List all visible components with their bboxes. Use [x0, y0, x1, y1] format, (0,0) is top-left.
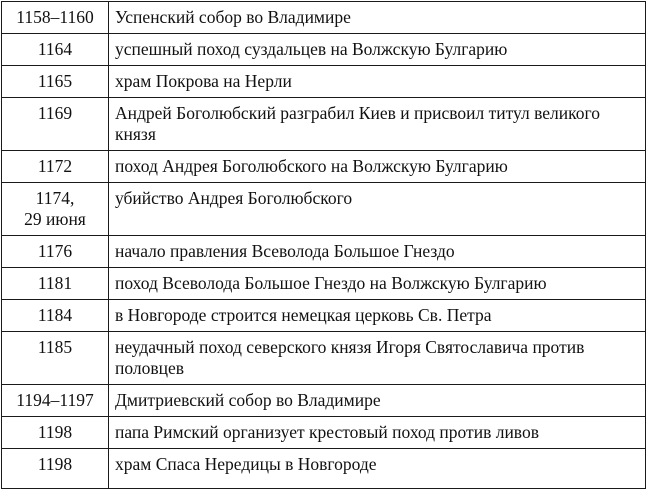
date-cell	[2, 332, 109, 385]
table-row	[2, 449, 646, 489]
event-cell: неудачный поход северского князя Игоря Святославича против половцев	[109, 332, 646, 385]
date-cell	[2, 268, 109, 300]
event-cell: в Новгороде строится немецкая церковь Св. Петра	[109, 300, 646, 332]
date-text: 1169	[37, 103, 73, 123]
date-text: 1174,	[35, 188, 75, 208]
date-text: 1165	[37, 71, 73, 91]
event-cell: Дмитриевский собор во Владимире	[109, 385, 646, 417]
event-cell: начало правления Всеволода Большое Гнездо	[109, 236, 646, 268]
date-text: 1194–1197	[16, 390, 94, 410]
date-cell	[2, 183, 109, 236]
table-row	[2, 66, 646, 98]
date-cell	[2, 66, 109, 98]
event-cell: убийство Андрея Боголюбского	[109, 183, 646, 236]
date-cell	[2, 98, 109, 151]
event-cell: поход Всеволода Большое Гнездо на Волжскую Булгарию	[109, 268, 646, 300]
event-cell: успешный поход суздальцев на Волжскую Булгарию	[109, 34, 646, 66]
table-row	[2, 385, 646, 417]
date-cell	[2, 2, 109, 34]
table-row	[2, 236, 646, 268]
date-text-day: 29 июня	[24, 209, 86, 229]
date-text: 1184	[37, 305, 73, 325]
date-cell	[2, 385, 109, 417]
event-cell: храм Покрова на Нерли	[109, 66, 646, 98]
date-text: 1185	[37, 337, 73, 357]
table-row	[2, 332, 646, 385]
chronology-table	[1, 1, 646, 489]
date-text: 1172	[37, 156, 73, 176]
event-cell: поход Андрея Боголюбского на Волжскую Булгарию	[109, 151, 646, 183]
date-text: 1176	[37, 241, 73, 261]
table-row	[2, 417, 646, 449]
table-row	[2, 151, 646, 183]
date-text: 1181	[37, 273, 73, 293]
table-row	[2, 300, 646, 332]
date-text: 1198	[37, 454, 73, 474]
date-cell	[2, 300, 109, 332]
table-row	[2, 98, 646, 151]
event-cell: папа Римский организует крестовый поход против ливов	[109, 417, 646, 449]
table-row	[2, 34, 646, 66]
date-text: 1164	[37, 39, 73, 59]
table-row	[2, 268, 646, 300]
table-row	[2, 2, 646, 34]
date-text: 1158–1160	[16, 7, 94, 27]
event-cell: Андрей Боголюбский разграбил Киев и присвоил титул великого князя	[109, 98, 646, 151]
date-text: 1198	[37, 422, 73, 442]
date-cell	[2, 34, 109, 66]
date-cell	[2, 417, 109, 449]
table-row	[2, 183, 646, 236]
date-cell	[2, 236, 109, 268]
date-cell	[2, 449, 109, 489]
event-cell: храм Спаса Нередицы в Новгороде	[109, 449, 646, 489]
event-cell: Успенский собор во Владимире	[109, 2, 646, 34]
date-cell	[2, 151, 109, 183]
